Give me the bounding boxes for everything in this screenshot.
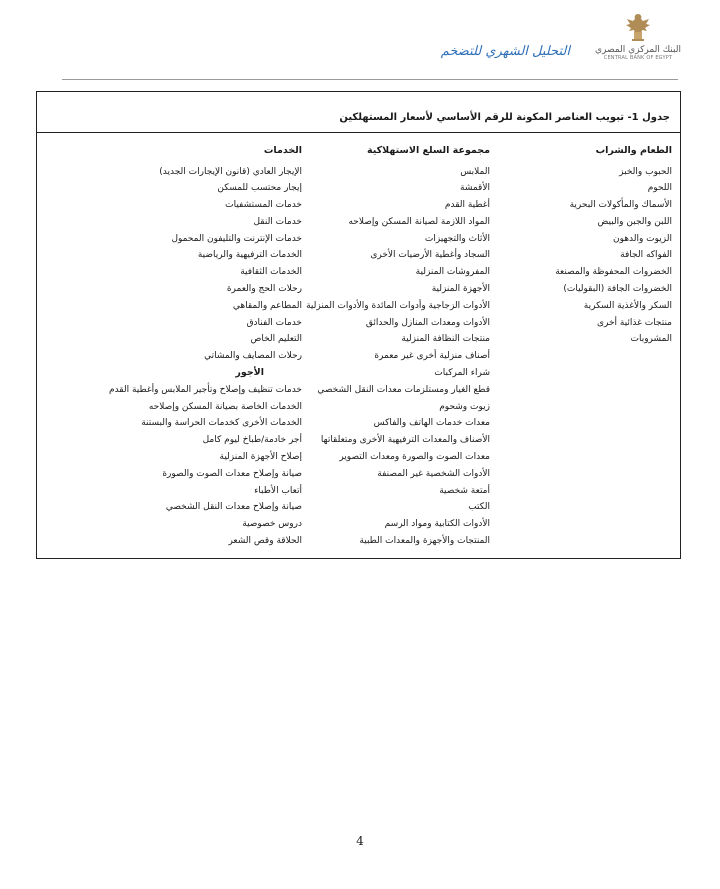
list-item: الفواكه الجافة — [620, 250, 672, 261]
list-item: شراء المركبات — [434, 368, 490, 379]
list-item: خدمات تنظيف وإصلاح وتأجير الملابس وأغطية القدم — [109, 384, 302, 395]
list-item: الأدوات الشخصية غير المصنفة — [377, 468, 490, 479]
list-item: صيانة وإصلاح معدات النقل الشخصي — [165, 502, 302, 513]
list-item: قطع الغيار ومستلزمات معدات النقل الشخصي — [317, 384, 490, 395]
list-item: الكتب — [468, 502, 490, 513]
list-item: صيانة وإصلاح معدات الصوت والصورة — [162, 468, 302, 479]
list-item: الخضروات الجافة (البقوليات) — [563, 284, 672, 295]
list-item: خدمات النقل — [253, 216, 302, 227]
list-item: معدات خدمات الهاتف والفاكس — [373, 418, 490, 429]
list-item: المفروشات المنزلية — [415, 267, 490, 278]
list-item: زيوت وشحوم — [439, 401, 490, 412]
list-item: الأسماك والمأكولات البحرية — [569, 200, 672, 211]
list-item: منتجات النظافة المنزلية — [401, 334, 490, 345]
central-bank-logo — [592, 12, 684, 72]
eagle-emblem-icon — [623, 12, 653, 44]
list-item: اللحوم — [647, 183, 672, 194]
list-item: الإيجار العادي (قانون الإيجارات الجديد) — [159, 166, 302, 177]
list-item: الأدوات الكتابية ومواد الرسم — [384, 519, 490, 530]
column-food — [512, 143, 672, 348]
list-item: رحلات الحج والعمرة — [226, 284, 302, 295]
column-consumer-goods — [275, 143, 490, 550]
column-header-food: الطعام والشراب — [595, 145, 672, 156]
list-item: أغطية القدم — [444, 200, 490, 211]
list-item: الحلاقة وقص الشعر — [228, 536, 302, 547]
list-item: المنتجات والأجهزة والمعدات الطبية — [359, 536, 490, 547]
caption-divider — [37, 132, 680, 133]
list-item: خدمات المستشفيات — [225, 200, 302, 211]
list-item: الأصناف والمعدات الترفيهية الأخرى ومتعلقاتها — [320, 435, 490, 446]
list-item: أجر خادمة/طباخ ليوم كامل — [202, 435, 302, 446]
list-item: الأدوات ومعدات المنازل والحدائق — [365, 317, 490, 328]
logo-english-text: CENTRAL BANK OF EGYPT — [603, 55, 673, 61]
list-item: المطاعم والمقاهي — [232, 300, 302, 311]
list-item: خدمات الإنترنت والتليفون المحمول — [171, 233, 302, 244]
list-item: الخدمات الخاصة بصيانة المسكن وإصلاحه — [148, 401, 302, 412]
list-item: خدمات الفنادق — [246, 317, 302, 328]
list-item: الأقمشة — [460, 183, 490, 194]
list-item: إصلاح الأجهزة المنزلية — [219, 452, 302, 463]
list-item: السكر والأغذية السكرية — [583, 300, 672, 311]
list-item: التعليم الخاص — [250, 334, 302, 345]
list-item: الحبوب والخبز — [619, 166, 672, 177]
list-item: المشروبات — [630, 334, 672, 345]
list-item: رحلات المصايف والمشاتي — [204, 351, 302, 362]
list-item: إيجار محتسب للمسكن — [217, 183, 302, 194]
column-header-goods: مجموعة السلع الاستهلاكية — [367, 145, 490, 156]
wages-subheader: الأجور — [235, 367, 264, 379]
list-item: الزيوت والدهون — [612, 233, 672, 244]
list-item: معدات الصوت والصورة ومعدات التصوير — [339, 452, 490, 463]
classification-table — [36, 91, 681, 559]
list-item: السجاد وأغطية الأرضيات الأخرى — [370, 250, 490, 261]
list-item: الأدوات الزجاجية وأدوات المائدة والأدوات المنزلية — [306, 300, 490, 311]
list-item: دروس خصوصية — [242, 519, 302, 530]
page-header — [0, 8, 720, 78]
list-item: الأجهزة المنزلية — [431, 284, 490, 295]
table-caption: جدول 1- تبويب العناصر المكونة للرقم الأساسي لأسعار المستهلكين — [339, 112, 670, 123]
list-item: أمتعة شخصية — [439, 485, 490, 496]
list-item: الخدمات الثقافية — [240, 267, 302, 278]
list-item: منتجات غذائية أخرى — [596, 317, 672, 328]
page-number: 4 — [356, 834, 364, 848]
column-header-services: الخدمات — [263, 145, 302, 156]
list-item: اللبن والجبن والبيض — [597, 216, 672, 227]
header-divider — [62, 79, 678, 80]
column-services — [62, 143, 302, 550]
list-item: أصناف منزلية أخرى غير معمرة — [374, 351, 490, 362]
list-item: الخضروات المحفوظة والمصنعة — [555, 267, 672, 278]
list-item: الخدمات الأخرى كخدمات الحراسة والبستنة — [141, 418, 302, 429]
list-item: أتعاب الأطباء — [254, 485, 302, 496]
list-item: المواد اللازمة لصيانة المسكن وإصلاحه — [348, 216, 490, 227]
list-item: الخدمات الترفيهية والرياضية — [197, 250, 302, 261]
logo-arabic-text: البنك المركزي المصري — [595, 45, 681, 55]
list-item: الأثاث والتجهيزات — [424, 233, 490, 244]
list-item: الملابس — [460, 166, 490, 177]
report-title: التحليل الشهري للتضخم — [440, 44, 570, 59]
